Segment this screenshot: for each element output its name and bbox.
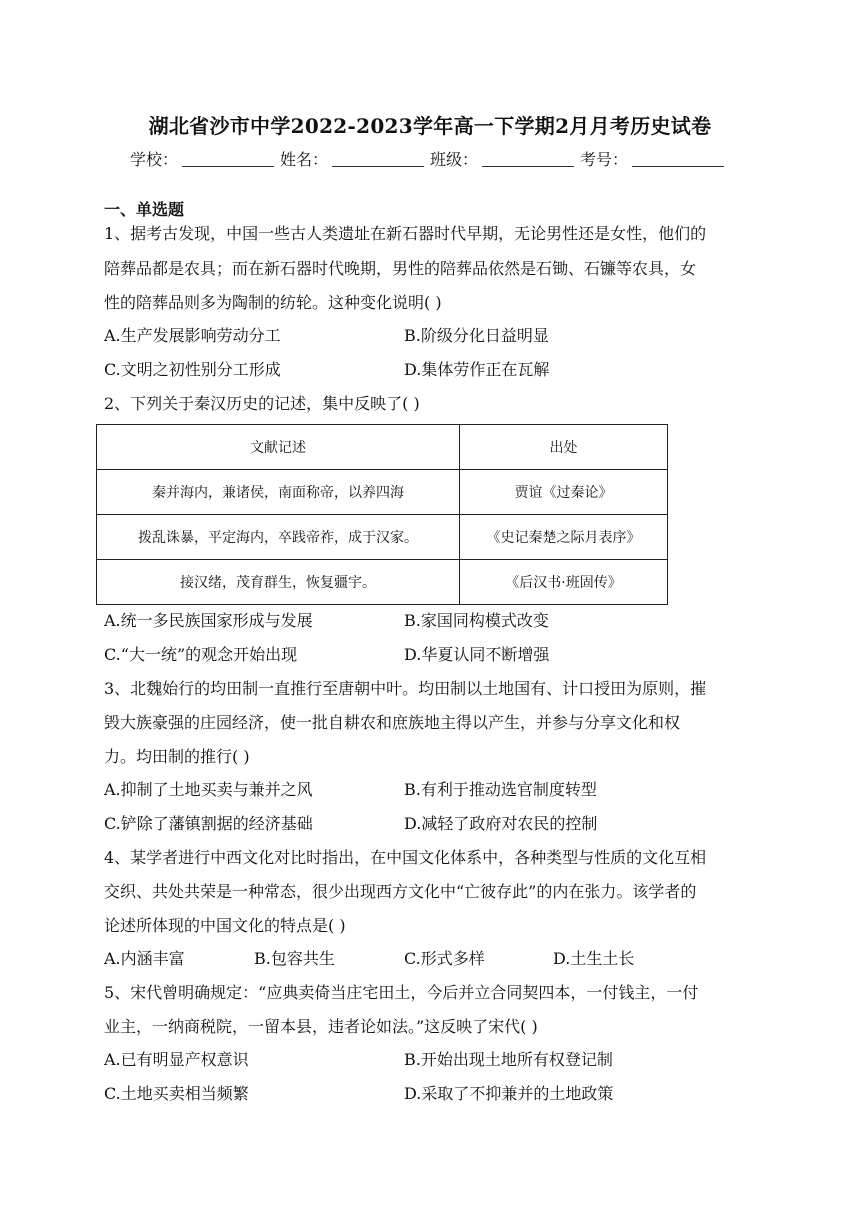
table-row	[97, 560, 668, 605]
q1-option-c: C.文明之初性别分工形成	[104, 360, 281, 379]
table-row	[97, 515, 668, 560]
q4-line-3: 论述所体现的中国文化的特点是( )	[104, 916, 346, 935]
q1-line-1: 1、据考古发现，中国一些古人类遗址在新石器时代早期，无论男性还是女性，他们的	[104, 224, 707, 243]
q4-line-1: 4、某学者进行中西文化对比时指出，在中国文化体系中，各种类型与性质的文化互相	[104, 848, 707, 867]
table-cell-source: 《史记秦楚之际月表序》	[460, 515, 668, 560]
q5-line-1: 5、宋代曾明确规定：“应典卖倚当庄宅田土，今后并立合同契四本，一付钱主，一付	[104, 983, 699, 1002]
q3-line-1: 3、北魏始行的均田制一直推行至唐朝中叶。均田制以土地国有、计口授田为原则，摧	[104, 679, 707, 698]
table-cell-record: 拨乱诛暴，平定海内，卒践帝祚，成于汉家。	[97, 515, 460, 560]
q4-option-c: C.形式多样	[404, 949, 485, 968]
q4-option-a: A.内涵丰富	[104, 949, 185, 968]
q3-option-a: A.抑制了土地买卖与兼并之风	[104, 780, 313, 799]
q5-option-a: A.已有明显产权意识	[104, 1050, 249, 1069]
q3-option-c: C.铲除了藩镇割据的经济基础	[104, 814, 313, 833]
q4-line-2: 交织、共处共荣是一种常态，很少出现西方文化中“亡彼存此”的内在张力。该学者的	[104, 882, 697, 901]
name-label: 姓名：	[279, 150, 328, 169]
q2-option-b: B.家国同构模式改变	[404, 611, 549, 630]
name-blank	[332, 152, 424, 167]
q2-line-1: 2、下列关于秦汉历史的记述，集中反映了( )	[104, 394, 420, 413]
table-cell-record: 接汉绪，茂育群生，恢复疆宇。	[97, 560, 460, 605]
q5-option-c: C.土地买卖相当频繁	[104, 1084, 249, 1103]
table-header-source: 出处	[460, 425, 668, 470]
q2-option-d: D.华夏认同不断增强	[404, 645, 550, 664]
q3-line-2: 毁大族豪强的庄园经济，使一批自耕农和庶族地主得以产生，并参与分享文化和权	[104, 713, 681, 732]
q1-option-b: B.阶级分化日益明显	[404, 326, 549, 345]
section-heading: 一、单选题	[104, 200, 185, 219]
school-label: 学校：	[129, 150, 178, 169]
q1-line-2: 陪葬品都是农具；而在新石器时代晚期，男性的陪葬品依然是石锄、石镰等农具，女	[104, 259, 697, 278]
table-header-row	[97, 425, 668, 470]
q2-option-c: C.“大一统”的观念开始出现	[104, 645, 298, 664]
table-row	[97, 470, 668, 515]
q4-option-b: B.包容共生	[254, 949, 335, 968]
student-info-row	[0, 147, 860, 170]
school-blank	[182, 152, 274, 167]
table-cell-source: 贾谊《过秦论》	[460, 470, 668, 515]
q1-option-a: A.生产发展影响劳动分工	[104, 326, 281, 345]
q1-line-3: 性的陪葬品则多为陶制的纺轮。这种变化说明( )	[104, 293, 442, 312]
class-blank	[482, 152, 574, 167]
table-cell-record: 秦并海内，兼诸侯，南面称帝，以养四海	[97, 470, 460, 515]
table-cell-source: 《后汉书·班固传》	[460, 560, 668, 605]
number-blank	[632, 152, 724, 167]
q3-line-3: 力。均田制的推行( )	[104, 747, 250, 766]
table-header-record: 文献记述	[97, 425, 460, 470]
q3-option-b: B.有利于推动选官制度转型	[404, 780, 597, 799]
number-label: 考号：	[580, 150, 629, 169]
page-title: 湖北省沙市中学2022-2023学年高一下学期2月月考历史试卷	[148, 114, 712, 138]
q2-option-a: A.统一多民族国家形成与发展	[104, 611, 313, 630]
class-label: 班级：	[430, 150, 479, 169]
q3-option-d: D.减轻了政府对农民的控制	[404, 814, 598, 833]
q4-option-d: D.土生土长	[553, 949, 635, 968]
q5-option-b: B.开始出现土地所有权登记制	[404, 1050, 613, 1069]
q5-option-d: D.采取了不抑兼并的土地政策	[404, 1084, 614, 1103]
q1-option-d: D.集体劳作正在瓦解	[404, 360, 550, 379]
q5-line-2: 业主，一纳商税院，一留本县，违者论如法。”这反映了宋代( )	[104, 1017, 538, 1036]
q2-source-table	[96, 424, 668, 605]
